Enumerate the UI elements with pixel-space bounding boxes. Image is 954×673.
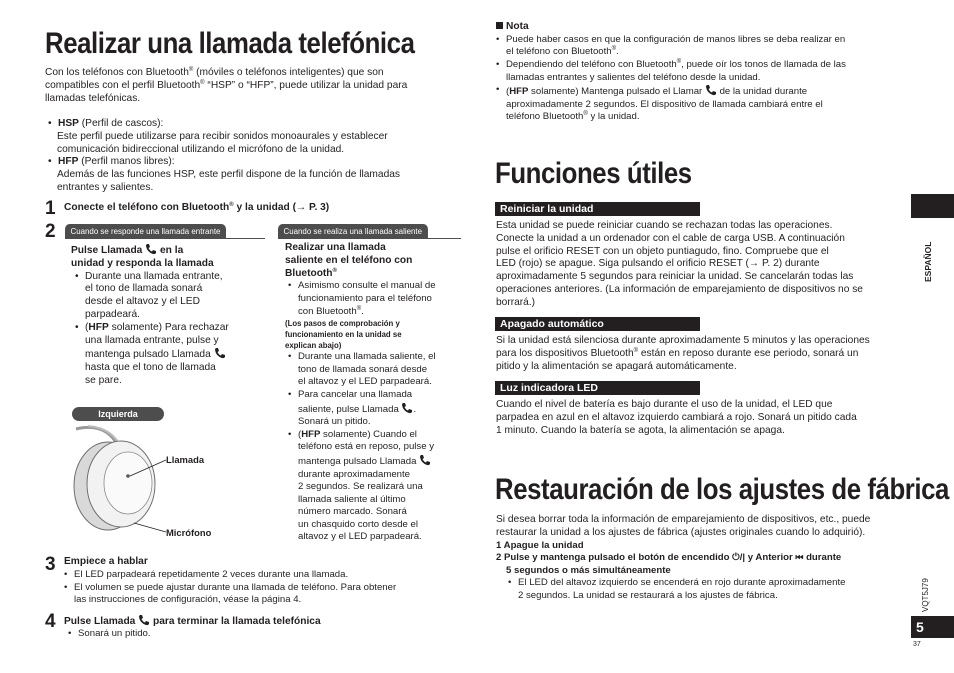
- factory-reset-text: Si desea borrar toda la información de emparejamiento de dispositivos, etc., puede restaurar la unidad a los ajustes de fábrica (ajustes originales cuando lo adquirió). 1 Apague la unidad 2 Pulse y mantenga pulsado el botón de encendido ⏻/| y Anterior ⏮ durante 5 segundos o más simultáneamente • El LED del altavoz izquierdo se encenderá en rojo durante aproximadamente 2 segundos. La unidad se restaurará a los ajustes de fábrica.: [496, 514, 871, 601]
- led-text: Cuando el nivel de batería es bajo durante el uso de la unidad, el LED que parpadea en azul en el altavoz izquierdo cambiará a rojo. Sonará un pitido cada 1 minuto. Cuando la batería se agota, la alimentación se apaga.: [496, 399, 857, 436]
- previous-icon: ⏮: [795, 552, 804, 564]
- page-number: 5: [911, 616, 954, 638]
- tab-rule: [65, 238, 265, 239]
- note-block: Nota • Puede haber casos en que la configuración de manos libres se deba realizar en el teléfono con Bluetooth®. • Dependiendo del teléfono con Bluetooth®, puede oír los tonos de llamada de las llamadas entrantes y salientes del teléfono desde la unidad. • (HFP solamente) Mantenga pulsado el Llamar de la unidad durante aproximadamente 2 segundos. El dispositivo de llamada cambiará entre el teléfono Bluetooth® y la unidad.: [496, 21, 846, 123]
- tab-rule: [278, 238, 461, 239]
- step-4-title: Pulse Llamada para terminar la llamada telefónica: [64, 616, 321, 627]
- step-4-note: • Sonará un pitido.: [68, 628, 151, 639]
- phone-icon: [401, 402, 413, 414]
- phone-icon: [705, 84, 717, 96]
- step-1-title: Conecte el teléfono con Bluetooth® y la unidad (→ P. 3): [64, 202, 330, 213]
- figure-label-call: Llamada: [166, 454, 205, 465]
- auto-off-text: Si la unidad está silenciosa durante aproximadamente 5 minutos y las operaciones para los dispositivos Bluetooth® están en reposo durante ese periodo, sonará un pitido y la alimentación se apagará automáticamente.: [496, 335, 870, 372]
- power-icon: ⏻/|: [732, 552, 746, 564]
- side-tab: [911, 194, 954, 218]
- page-title: Realizar una llamada telefónica: [45, 27, 415, 60]
- phone-icon: [419, 454, 431, 466]
- tab-outgoing-call: Cuando se realiza una llamada saliente: [278, 224, 428, 238]
- subsection-auto-off: Apagado automático: [495, 317, 700, 331]
- step-4-number: 4: [45, 611, 56, 632]
- incoming-call-section: Pulse Llamada en la unidad y responda la llamada • Durante una llamada entrante, el tono de llamada sonará desde el altavoz y el LED parpadeará. • (HFP solamente) Para rechazar una llamada entrante, pulse y mantenga pulsado Llamada hasta que el tono de llamada se pare.: [71, 245, 229, 386]
- phone-icon: [214, 347, 226, 359]
- section-title-useful: Funciones útiles: [495, 157, 692, 190]
- step-2-number: 2: [45, 221, 56, 242]
- note-square-icon: [496, 22, 503, 29]
- phone-icon: [145, 243, 157, 255]
- figure-label-left: Izquierda: [72, 407, 164, 421]
- figure-label-mic: Micrófono: [166, 527, 212, 538]
- phone-icon: [138, 614, 150, 626]
- reset-text: Esta unidad se puede reiniciar cuando se rechazan todas las operaciones. Conecte la unidad a un ordenador con el cable de carga USB. A continuación pulse el orificio RESET con un objeto puntiagudo, fino. Compruebe que el LED (rojo) se apague. Siga pulsando el orificio RESET (→ P. 2) durante aproximadamente 5 segundos para reiniciar la unidad. Se cancelarán todas las operaciones anteriores. (La información de emparejamiento de dispositivos no se borrará.): [496, 220, 863, 308]
- intro-paragraph: Con los teléfonos con Bluetooth® (móviles o teléfonos inteligentes) que son compatibles con el perfil Bluetooth® “HSP” o “HFP”, puede utilizar la unidad para llamadas telefónicas.: [45, 67, 408, 104]
- step-3-notes: • El LED parpadeará repetidamente 2 veces durante una llamada. • El volumen se puede ajustar durante una llamada de teléfono. Para obtener las instrucciones de configuración, véase la página 4.: [64, 569, 397, 606]
- step-1-number: 1: [45, 198, 56, 219]
- step-3-number: 3: [45, 554, 56, 575]
- subsection-led: Luz indicadora LED: [495, 381, 700, 395]
- sub-page-number: 37: [913, 641, 921, 648]
- model-code: VQT5J79: [921, 578, 930, 612]
- step-3-title: Empiece a hablar: [64, 556, 148, 567]
- section-title-factory: Restauración de los ajustes de fábrica: [495, 473, 949, 506]
- language-label: ESPAÑOL: [923, 241, 933, 282]
- profile-list: • HSP (Perfil de cascos): Este perfil puede utilizarse para recibir sonidos monoaurales y establecer comunicación bidireccional utilizando el micrófono de la unidad. • HFP (Perfil manos libres): Además de las funciones HSP, este perfil dispone de la función de llamadas entrantes y salientes.: [48, 118, 401, 193]
- headphone-illustration: [66, 424, 176, 544]
- outgoing-call-section: Realizar una llamada saliente en el teléfono con Bluetooth® • Asimismo consulte el manual de funcionamiento para el teléfono con Bluetooth®. (Los pasos de comprobación y funcionamiento en la unidad se explican abajo) • Durante una llamada saliente, el tono de llamada sonará desde el altavoz y el LED parpadeará. • Para cancelar una llamada saliente, pulse Llamada . Sonará un pitido. • (HFP solamente) Cuando el teléfono está en reposo, pulse y mantenga pulsado Llamada durante aproximadamente 2 segundos. Se realizará una llamada saliente al último número marcado. Sonará un chasquido corto desde el altavoz y el LED parpadeará.: [285, 242, 436, 543]
- subsection-reset: Reiniciar la unidad: [495, 202, 700, 216]
- tab-incoming-call: Cuando se responde una llamada entrante: [65, 224, 226, 238]
